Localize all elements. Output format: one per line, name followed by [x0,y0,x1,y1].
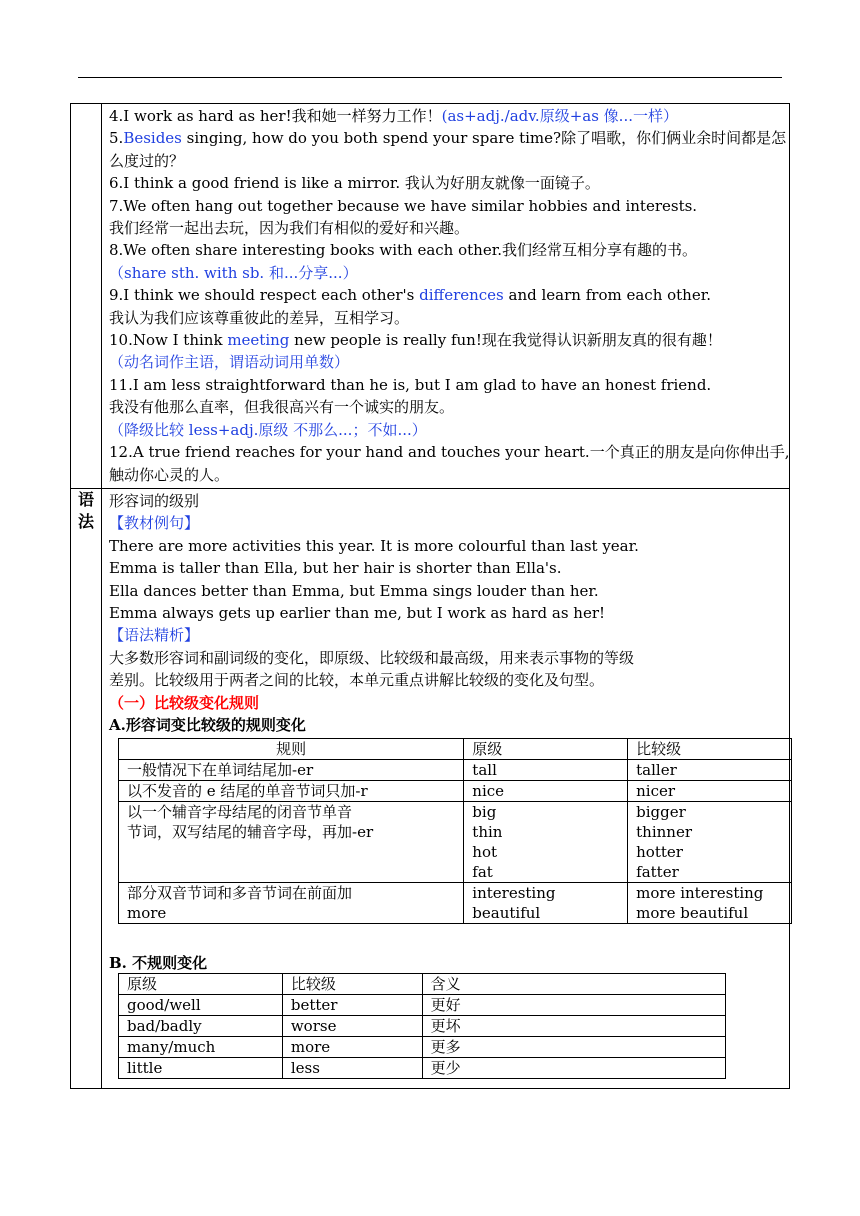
sentence-line [109,329,785,351]
partB-title: B. 不规则变化 [109,954,208,972]
sentence-text: （share sth. with sb. 和...分享...） [109,263,358,282]
table-header-row [119,739,792,760]
sentence-text: 我没有他那么直率，但我很高兴有一个诚实的朋友。 [109,398,455,417]
sentence-text: 我认为我们应该尊重彼此的差异，互相学习。 [109,308,410,327]
table-cell: good/well [119,995,283,1016]
grammar-section [109,490,785,736]
example-header: 【教材例句】 [109,514,200,533]
cell-text: fat [472,863,493,881]
table-cell: 更少 [422,1058,725,1079]
sentence-text: and learn from each other. [503,286,712,305]
sentence-text: 7.We often hang out together because we have similar hobbies and interests. [109,196,698,215]
sentence-text: 8.We often share interesting books with each other.我们经常互相分享有趣的书。 [109,241,697,260]
cell-text: more interesting [636,884,764,902]
header-base-col: 原级 [464,739,628,760]
sentence-line [109,307,785,329]
cell-text: 以不发音的 e 结尾的单音节词只加-r [127,782,368,800]
sentence-line [109,150,785,172]
sentence-text: 5. [109,129,124,148]
sentence-line [109,419,785,441]
sentence-text: 4.I work as hard as her!我和她一样努力工作！ [109,107,442,125]
table-row [119,995,726,1016]
sentence-line [109,239,785,261]
table-cell: less [282,1058,422,1079]
example-sentence: Ella dances better than Emma, but Emma sings louder than her. [109,581,599,600]
example-sentence: There are more activities this year. It is more colourful than last year. [109,536,639,555]
cell-text: interesting [472,884,556,902]
sentence-text: 么度过的？ [109,151,185,170]
sentence-text: （动名词作主语，谓语动词用单数） [109,353,350,372]
sentence-line [109,172,785,194]
partB-section [109,952,785,974]
table-cell-base [464,883,628,924]
cell-text: more [127,904,167,922]
cell-text: thin [472,823,503,841]
table-cell-comp [628,883,792,924]
cell-text: 节词，双写结尾的辅音字母，再加-er [127,823,374,841]
header-comp-col: 比较级 [628,739,792,760]
table-row [119,1037,726,1058]
grammar-label-char-1: 语 [77,490,94,509]
sentence-line [109,396,785,418]
table-cell-base [464,760,628,781]
cell-text: beautiful [472,904,541,922]
analysis-header: 【语法精析】 [109,626,200,645]
table-cell: many/much [119,1037,283,1058]
cell-text: hotter [636,843,683,861]
cell-text: 以一个辅音字母结尾的闭音节单音 [127,803,353,821]
sentence-line [109,441,790,463]
sentence-line [109,127,785,149]
row-divider [71,488,789,489]
table-cell: 更坏 [422,1016,725,1037]
irregular-comparative-table [118,973,726,1079]
lesson-table [70,103,790,1089]
label-column-divider [101,104,102,1088]
cell-text: 一般情况下在单词结尾加-er [127,761,314,779]
sentence-text: 12.A true friend reaches for your hand and touches your heart.一个真正的朋友是向你伸出手, [109,443,790,462]
cell-text: fatter [636,863,679,881]
cell-text: thinner [636,823,692,841]
table-cell: 更多 [422,1037,725,1058]
table-row [119,760,792,781]
table-cell-comp [628,760,792,781]
cell-text: 部分双音节词和多音节词在前面加 [127,884,353,902]
key-sentences [109,105,790,486]
table-cell: bad/badly [119,1016,283,1037]
sentence-text: (as+adj./adv.原级+as 像...一样） [441,107,678,125]
table-cell: better [282,995,422,1016]
sentence-line [109,262,785,284]
header-rule-col: 规则 [119,739,464,760]
table-header-row [119,974,726,995]
sentence-line [109,217,785,239]
sentence-text: 我们经常一起出去玩，因为我们有相似的爱好和兴趣。 [109,219,470,238]
grammar-label [71,489,101,533]
header-rule [78,77,782,78]
analysis-text: 差别。比较级用于两者之间的比较，本单元重点讲解比较级的变化及句型。 [109,671,605,690]
sentence-text: singing, how do you both spend your spare time?除了唱歌，你们俩业余时间都是怎 [181,129,787,148]
partA-title: A.形容词变比较级的规则变化 [109,716,306,735]
sentence-text: 触动你心灵的人。 [109,465,230,484]
table-row [119,883,792,924]
table-cell-rule [119,781,464,802]
cell-text: more beautiful [636,904,749,922]
table-row [119,1058,726,1079]
table-cell-comp [628,781,792,802]
header-meaning-col: 含义 [422,974,725,995]
cell-text: nicer [636,782,676,800]
sentence-text: meeting [227,331,290,350]
sentence-text: 11.I am less straightforward than he is, but I am glad to have an honest friend. [109,375,712,394]
table-cell-comp [628,802,792,883]
table-row [119,802,792,883]
sentence-text: Besides [123,129,182,148]
sentence-text: （降级比较 less+adj.原级 不那么...；不如...） [109,420,427,439]
cell-text: taller [636,761,677,779]
grammar-label-char-2: 法 [77,512,94,531]
table-cell: worse [282,1016,422,1037]
part1-title: （一）比较级变化规则 [109,693,260,712]
regular-comparative-table [118,738,792,924]
cell-text: bigger [636,803,686,821]
sentence-text: new people is really fun!现在我觉得认识新朋友真的很有趣！ [289,331,722,350]
sentence-text: 9.I think we should respect each other's [109,286,420,305]
table-row [119,781,792,802]
sentence-text: 6.I think a good friend is like a mirror. 我认为好朋友就像一面镜子。 [109,174,600,193]
example-sentence: Emma always gets up earlier than me, but I work as hard as her! [109,604,606,623]
table-cell: more [282,1037,422,1058]
table-cell-rule [119,760,464,781]
sentence-line [109,195,785,217]
cell-text: nice [472,782,505,800]
sentence-line [109,351,785,373]
sentence-line [109,464,785,486]
table-cell-rule [119,802,464,883]
sentence-text: 10.Now I think [109,331,228,350]
cell-text: tall [472,761,497,779]
sentence-line [109,105,785,127]
table-cell-base [464,802,628,883]
table-cell: 更好 [422,995,725,1016]
header-comp-col: 比较级 [282,974,422,995]
example-sentence: Emma is taller than Ella, but her hair is shorter than Ella's. [109,559,562,578]
cell-text: big [472,803,497,821]
analysis-text: 大多数形容词和副词级的变化，即原级、比较级和最高级，用来表示事物的等级 [109,648,635,667]
sentence-line [109,284,785,306]
table-cell: little [119,1058,283,1079]
sentence-line [109,374,785,396]
table-row [119,1016,726,1037]
cell-text: hot [472,843,498,861]
grammar-title: 形容词的级别 [109,492,200,510]
sentence-text: differences [419,286,504,305]
header-base-col: 原级 [119,974,283,995]
table-cell-base [464,781,628,802]
table-cell-rule [119,883,464,924]
